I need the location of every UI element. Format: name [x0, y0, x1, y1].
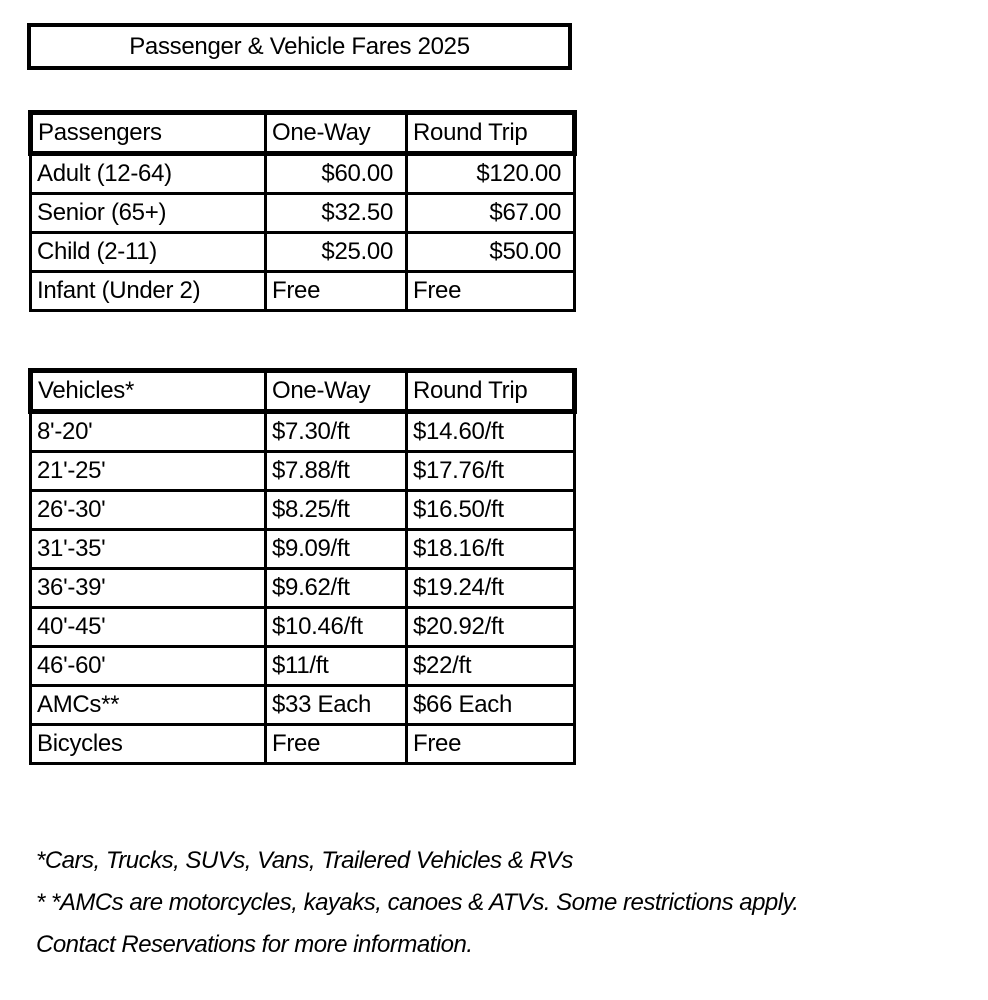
vehicle-category: 40'-45' — [31, 608, 266, 647]
header-one-way: One-Way — [266, 371, 407, 412]
table-header-row — [31, 371, 575, 412]
table-row — [31, 194, 575, 233]
header-round-trip: Round Trip — [407, 113, 575, 154]
table-row — [31, 412, 575, 452]
round-trip-fare: $50.00 — [407, 233, 575, 272]
round-trip-fare: $16.50/ft — [407, 491, 575, 530]
one-way-fare: $25.00 — [266, 233, 407, 272]
table-row — [31, 725, 575, 764]
table-row — [31, 608, 575, 647]
round-trip-fare: $19.24/ft — [407, 569, 575, 608]
passenger-category: Infant (Under 2) — [31, 272, 266, 311]
vehicle-category: 46'-60' — [31, 647, 266, 686]
round-trip-fare: $20.92/ft — [407, 608, 575, 647]
one-way-fare: $10.46/ft — [266, 608, 407, 647]
one-way-fare: $9.09/ft — [266, 530, 407, 569]
table-row — [31, 569, 575, 608]
header-one-way: One-Way — [266, 113, 407, 154]
table-row — [31, 154, 575, 194]
vehicle-category: AMCs** — [31, 686, 266, 725]
round-trip-fare: $14.60/ft — [407, 412, 575, 452]
table-row — [31, 530, 575, 569]
table-header-row — [31, 113, 575, 154]
one-way-fare: $7.88/ft — [266, 452, 407, 491]
round-trip-fare: $120.00 — [407, 154, 575, 194]
one-way-fare: $33 Each — [266, 686, 407, 725]
one-way-fare: $7.30/ft — [266, 412, 407, 452]
one-way-fare: $11/ft — [266, 647, 407, 686]
one-way-fare: Free — [266, 725, 407, 764]
footnote-amcs: * *AMCs are motorcycles, kayaks, canoes & ATVs. Some restrictions apply. — [36, 889, 799, 916]
footnotes — [36, 840, 799, 966]
vehicle-category: 21'-25' — [31, 452, 266, 491]
vehicle-fares-table — [28, 368, 577, 765]
table-row — [31, 491, 575, 530]
passenger-category: Adult (12-64) — [31, 154, 266, 194]
vehicle-category: 31'-35' — [31, 530, 266, 569]
vehicle-category: 36'-39' — [31, 569, 266, 608]
one-way-fare: $8.25/ft — [266, 491, 407, 530]
header-category: Passengers — [31, 113, 266, 154]
round-trip-fare: $17.76/ft — [407, 452, 575, 491]
passenger-category: Child (2-11) — [31, 233, 266, 272]
page-title-text: Passenger & Vehicle Fares 2025 — [129, 32, 470, 60]
round-trip-fare: $67.00 — [407, 194, 575, 233]
round-trip-fare: $66 Each — [407, 686, 575, 725]
footnote-vehicles: *Cars, Trucks, SUVs, Vans, Trailered Vehicles & RVs — [36, 847, 573, 874]
round-trip-fare: $18.16/ft — [407, 530, 575, 569]
one-way-fare: $32.50 — [266, 194, 407, 233]
table-row — [31, 686, 575, 725]
table-row — [31, 272, 575, 311]
one-way-fare: Free — [266, 272, 407, 311]
passenger-fares-table — [28, 110, 577, 312]
footnote-contact: Contact Reservations for more information. — [36, 931, 473, 958]
round-trip-fare: $22/ft — [407, 647, 575, 686]
passenger-category: Senior (65+) — [31, 194, 266, 233]
round-trip-fare: Free — [407, 725, 575, 764]
table-row — [31, 647, 575, 686]
header-round-trip: Round Trip — [407, 371, 575, 412]
header-category: Vehicles* — [31, 371, 266, 412]
vehicle-category: Bicycles — [31, 725, 266, 764]
page-title — [27, 23, 572, 70]
round-trip-fare: Free — [407, 272, 575, 311]
table-row — [31, 452, 575, 491]
one-way-fare: $9.62/ft — [266, 569, 407, 608]
table-row — [31, 233, 575, 272]
vehicle-category: 26'-30' — [31, 491, 266, 530]
one-way-fare: $60.00 — [266, 154, 407, 194]
vehicle-category: 8'-20' — [31, 412, 266, 452]
